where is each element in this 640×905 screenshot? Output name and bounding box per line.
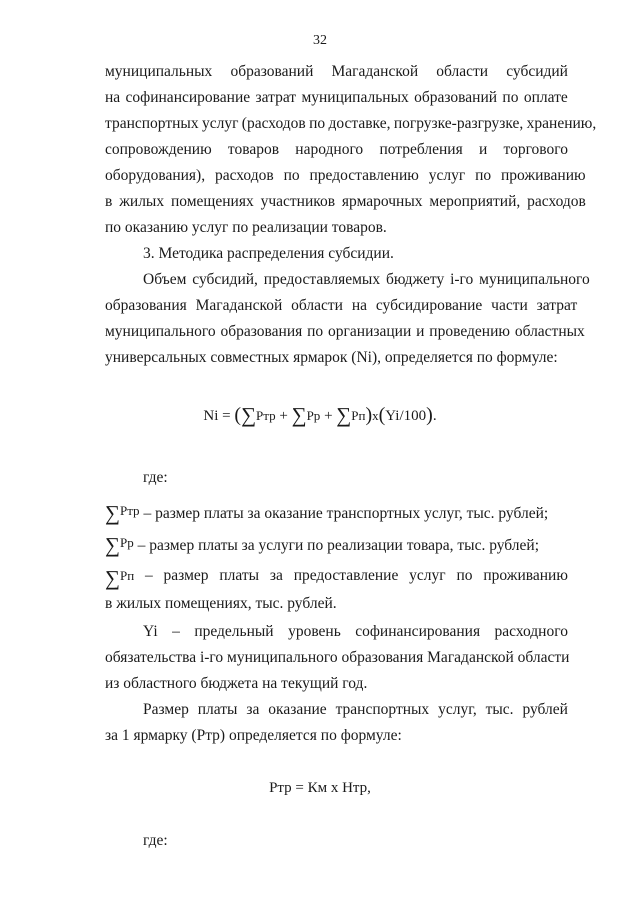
def-ptr <box>105 501 568 525</box>
where-label: где: <box>143 469 168 486</box>
formula-term-pr: Рр <box>306 408 321 423</box>
def-term: Ртр <box>119 503 140 518</box>
open-paren: ( <box>234 404 242 426</box>
formula-eq: = <box>222 408 231 424</box>
para1-line5: оборудования), расходов по предоставлению услуг по проживанию <box>105 167 586 184</box>
def-pr <box>105 533 568 557</box>
def-pp <box>105 566 568 590</box>
para2-line3: муниципального образования по организации и проведению областных <box>105 323 585 340</box>
word: предоставление <box>293 567 399 584</box>
sum-symbol: ∑ <box>291 403 307 427</box>
word: Yi <box>143 623 158 640</box>
para1-line1 <box>105 62 568 82</box>
word: тыс. <box>485 701 514 718</box>
word: образований <box>230 63 314 80</box>
formula-times: х <box>372 408 379 423</box>
def-term-group <box>105 566 135 590</box>
formula-end: . <box>432 408 437 424</box>
word: потребления <box>379 141 463 158</box>
word: оказание <box>268 701 327 718</box>
word: расходного <box>494 623 568 640</box>
formula-yi: Yi/100 <box>385 408 427 424</box>
word: сопровождению <box>105 141 212 158</box>
formula-plus: + <box>324 408 333 424</box>
def-yi-line2: обязательства i-го муниципального образования Магаданской области <box>105 649 570 666</box>
word: и <box>478 141 488 158</box>
formula-lhs: Ni <box>203 408 219 424</box>
para3-line1 <box>143 700 568 720</box>
para3-line2: за 1 ярмарку (Ртр) определяется по формуле: <box>105 727 402 744</box>
page-number: 32 <box>313 33 327 48</box>
formula-term-ptr: Ртр <box>256 408 276 423</box>
para2-line4: универсальных совместных ярмарок (Ni), определяется по формуле: <box>105 349 558 366</box>
para1-line3: транспортных услуг (расходов по доставке, погрузке-разгрузке, хранению, <box>105 115 597 132</box>
def-text: – размер платы за услуги по реализации товара, тыс. рублей; <box>137 537 540 554</box>
word: рублей <box>522 701 568 718</box>
word: услуг <box>409 567 446 584</box>
word: муниципальных <box>105 63 213 80</box>
sum-symbol: ∑ <box>105 501 120 525</box>
word: товаров <box>227 141 280 158</box>
formula-ptr: Ртр = Км х Нтр, <box>269 780 371 796</box>
para1-line6: в жилых помещениях участников ярмарочных мероприятий, расходов <box>105 193 586 210</box>
sum-symbol: ∑ <box>105 533 120 557</box>
word: народного <box>295 141 364 158</box>
para1-line7: по оказанию услуг по реализации товаров. <box>105 219 387 236</box>
def-pp-cont: в жилых помещениях, тыс. рублей. <box>105 595 337 612</box>
word: проживанию <box>483 567 568 584</box>
word: – <box>172 623 180 640</box>
def-term: Рр <box>119 535 134 550</box>
word: размер <box>163 567 209 584</box>
para1-line4 <box>105 140 568 160</box>
formula-plus: + <box>279 408 288 424</box>
para2-line2: образования Магаданской области на субсидирование части затрат <box>105 297 578 314</box>
word: Магаданской <box>331 63 419 80</box>
section-heading: 3. Методика распределения субсидии. <box>143 245 394 262</box>
word: субсидий <box>506 63 568 80</box>
sum-symbol: ∑ <box>241 403 257 427</box>
word: за <box>269 567 283 584</box>
def-yi <box>143 622 568 642</box>
word: области <box>436 63 489 80</box>
sum-symbol: ∑ <box>105 566 120 590</box>
def-text: – размер платы за оказание транспортных услуг, тыс. рублей; <box>143 505 549 522</box>
word: предельный <box>194 623 274 640</box>
close-paren: ) <box>365 404 373 426</box>
word: платы <box>197 701 238 718</box>
formula-ni <box>0 402 640 427</box>
word: транспортных <box>335 701 430 718</box>
word: за <box>246 701 260 718</box>
word: уровень <box>288 623 341 640</box>
def-yi-line3: из областного бюджета на текущий год. <box>105 675 368 692</box>
where-label: где: <box>143 832 168 849</box>
close-paren: ) <box>426 404 433 426</box>
sum-symbol: ∑ <box>336 403 352 427</box>
formula-term-pp: Рп <box>351 408 366 423</box>
word: по <box>456 567 473 584</box>
def-term: Рп <box>119 568 135 583</box>
word: софинансирования <box>355 623 481 640</box>
word: Размер <box>143 701 189 718</box>
word: платы <box>219 567 260 584</box>
word: – <box>144 567 153 584</box>
para2-line1: Объем субсидий, предоставляемых бюджету i-го муниципального <box>143 271 590 288</box>
word: услуг, <box>438 701 477 718</box>
open-paren: ( <box>378 404 386 426</box>
para1-line2: на софинансирование затрат муниципальных образований по оплате <box>105 89 568 106</box>
word: торгового <box>503 141 568 158</box>
